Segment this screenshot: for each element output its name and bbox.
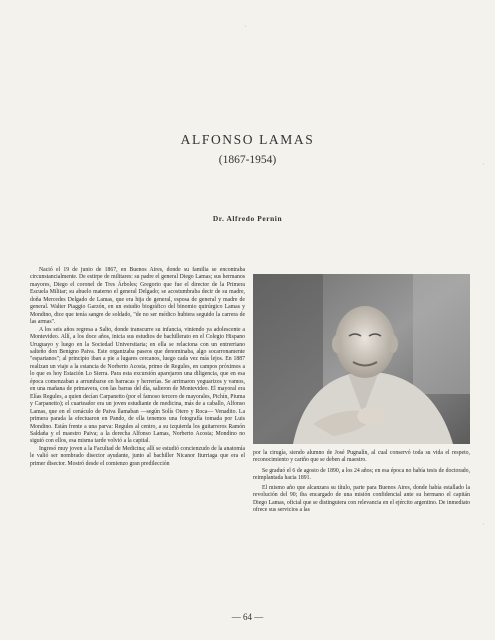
paragraph: por la cirugía, siendo alumno de José Pugnalín, al cual conservó toda su vida el respeto, reconocimiento y cariño que se deben al maestro. (253, 450, 470, 464)
paragraph: El mismo año que alcanzara su título, parte para Buenos Aires, donde había estallado la revolución del 90; iba encargado de una misión confidencial ante su hermano el capitán Diego Lamas, oficial que se distinguiera con relevancia en el ejército argentino. De inmediato ofrece sus servicios a las (253, 485, 470, 514)
right-column (253, 450, 470, 517)
portrait-photo-icon (253, 274, 470, 444)
article-author: Dr. Alfredo Pernin (212, 214, 283, 223)
paragraph: Ingresó muy joven a la Facultad de Medicina; allí se estudió concienzudo de la anatomía le valió ser nombrado disector ayudante, junto al bachiller Nicanor Iturriaga que era el primer disector. Mostró desde el comienzo gran predilección (30, 445, 245, 467)
binding-mark: · (244, 22, 247, 31)
portrait-photo (253, 274, 470, 444)
paragraph: A los seis años regresa a Salto, donde transcurre su infancia, viniendo ya adolescente a Montevideo. Allí, a los doce años, inicia sus estudios de bachillerato en el Colegio Hispano Uruguayo y luego en la Sociedad Universitaria; en ella se relaciona con un entrerriano salteño don Benigno Paiva. Este organizaba paseos que denominaba, algo socarronamente "espartanos"; al principio iban a pie a lugares cercanos, luego cada vez más lejos. En 1887 realizan un viaje a la estancia de Norberto Acosta, primo de Regules, en campos próximos a lo que es hoy Estación Lo Sierra. Para esta excursión aparejaron una diligencia, que en esa época comenzaban a arrumbarse en barracas y herrerías. Se arrimaron yeguarizos y vamos, en una mañana de primavera, con las barras del día, salieron de Montevideo. El mayoral era Elías Regules, a quien decían Carpanetto (por el famoso tercero de mayorales, Pichín, Piuma y Carpanetto); el cuarteador era un joven estudiante de medicina, más de a caballo, Alfonso Lamas, que en el cenáculo de Paiva llamaban —según Solís Otero y Roca— Venadito. La primera parada la efectuaron en Pando, de ella tenemos una fotografía tomada por Luis Mondino. Están frente a una parva: Regules al centro, a su izquierda los guitarreros Ramón Saldaña y el maestro Paiva; a la derecha Alfonso Lamas, Norberto Acosta; Mondino no siguió con ellos, esa misma tarde volvió a la capital. (30, 326, 245, 445)
page-number: — 64 — (231, 612, 264, 622)
paragraph: Nació el 19 de junio de 1867, en Buenos Aires, donde su familia se encontraba circunstancialmente. De estirpe de militares: su padre el general Diego Lamas; sus hermanos mayores, Diego el coronel de Tres Árboles; Gregorio que fue el director de la Primera Escuela Militar; su abuelo materno el general Delgado; se acostumbraba decir de su madre, doña Mercedes Delgado de Lamas, que era hija de general, esposa de general y madre de general. Walter Piaggio Garzón, en un estudio biográfico del binomio quirúrgico Lamas y Mondino, dice que tenía sangre de soldado, "de no ser médico hubiera seguido la carrera de las armas". (30, 267, 245, 326)
article-dates: (1867-1954) (218, 154, 277, 166)
binding-mark: · (482, 160, 485, 169)
paragraph: Se graduó el 6 de agosto de 1890, a los 24 años; en esa época no había tesis de doctorado, reimplantada hacia 1891. (253, 467, 470, 481)
article-title: ALFONSO LAMAS (180, 132, 315, 147)
left-column (30, 267, 245, 468)
binding-mark: · (482, 520, 485, 529)
